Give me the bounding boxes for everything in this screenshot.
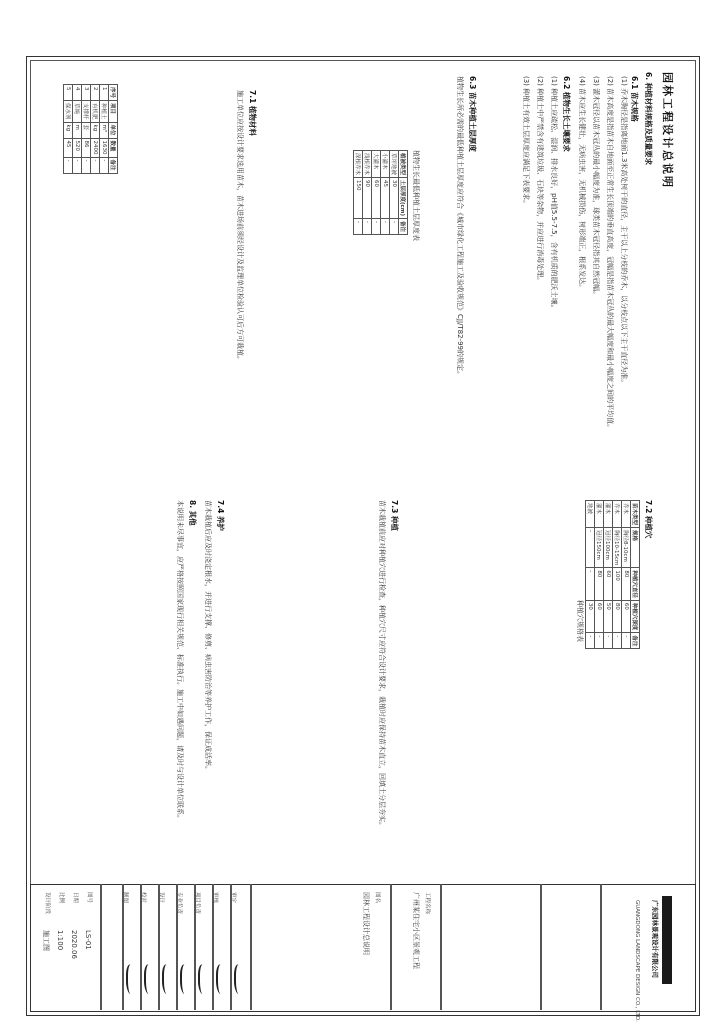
table-cell: kg [91, 122, 100, 138]
role-row-divider [158, 884, 160, 1010]
tableB-header-cell: 备注 [631, 633, 640, 649]
tableA-header-cell: 备注 [399, 219, 408, 235]
table-cell: 浅根乔木 [363, 151, 372, 178]
para-61c: (3) 灌木冠径以苗木冠丛的最小幅度为准，球类苗木冠径指其自然冠幅。 [592, 76, 600, 299]
tableA-header-row [399, 151, 408, 235]
table-cell: m [73, 122, 82, 138]
table-cell: 1 [100, 85, 109, 101]
table-cell: 胸径10-15cm [613, 528, 622, 568]
company-logo-icon [662, 896, 672, 984]
tableC-header-cell: 单位 [109, 122, 118, 138]
table-cell: 90 [363, 178, 372, 219]
stage: 施工图 [42, 930, 50, 951]
table-cell: 30 [586, 600, 595, 633]
table-cell: - [82, 157, 91, 173]
table-cell: 80 [622, 568, 631, 601]
tableB-header-row [631, 501, 640, 649]
table-cell: 1630 [100, 138, 109, 157]
company-name-en: GUANGDONG LANDSCAPE DESIGN CO., LTD. [634, 900, 640, 1022]
table-cell: 30 [390, 178, 399, 219]
table-cell: 80 [595, 568, 604, 601]
table-row [100, 85, 109, 174]
table-cell: - [622, 633, 631, 649]
drawing-no: LS-01 [84, 930, 92, 950]
drawing-no-label: 图号 [86, 892, 92, 904]
role-label: 审核 [212, 892, 218, 904]
tb-divider-2 [540, 884, 542, 1010]
para-61b: (2) 苗木高度是指苗木自地面至正常生长顶端的垂直高度，冠幅是指苗木冠丛的最大幅度和最小幅度之间的平均值。 [606, 76, 614, 432]
table-cell: 520 [73, 138, 82, 157]
tableB-header-cell: 种植穴直径 [631, 568, 640, 601]
section-72-heading: 7.2 种植穴 [644, 500, 653, 539]
section-71-heading: 7.1 植物材料 [248, 90, 257, 136]
table-cell: 冠径100cm [604, 528, 613, 568]
section-8-heading: 8. 其他 [188, 500, 197, 526]
role-row-divider [176, 884, 178, 1010]
table-cell: - [390, 219, 399, 235]
table-cell: - [586, 633, 595, 649]
table-cell: 3 [82, 85, 91, 101]
tableB-header-cell: 种植穴深度 [631, 600, 640, 633]
table-cell: 60 [622, 600, 631, 633]
section-73-heading: 7.3 种植 [390, 500, 399, 531]
table-cell: 深根乔木 [354, 151, 363, 178]
table-cell: 80 [613, 600, 622, 633]
table-row [73, 85, 82, 174]
table-cell: 150 [354, 178, 363, 219]
stage-label: 设计阶段 [44, 892, 50, 915]
section-74-heading: 7.4 养护 [216, 500, 225, 531]
table-cell: 小灌木 [381, 151, 390, 178]
table-cell: - [381, 219, 390, 235]
section-63-heading: 6.3 苗木种植土层厚度 [468, 76, 477, 152]
section-6-heading: 6. 种植材料规格及质量要求 [644, 72, 653, 166]
table-cell: 60 [372, 178, 381, 219]
role-row-divider [140, 884, 142, 1010]
table-row [613, 501, 622, 649]
table-cell: 60 [604, 568, 613, 601]
tableC-header-row [109, 85, 118, 174]
table-row [595, 501, 604, 649]
table-cell: 2 [91, 85, 100, 101]
table-cell: 地被 [586, 501, 595, 528]
table-row [390, 151, 399, 235]
role-label: 项目负责 [194, 892, 200, 915]
table-cell: 乔木 [622, 501, 631, 528]
table-cell: 支撑杆 [82, 101, 91, 123]
tableC-header-cell: 数量 [109, 138, 118, 157]
table-cell: 胸径8-10cm [622, 528, 631, 568]
tb-divider-1 [600, 884, 602, 1010]
table-cell: 灌木 [604, 501, 613, 528]
table-cell: 大灌木 [372, 151, 381, 178]
role-row-divider [122, 884, 124, 1010]
drawing-label: 图名 [374, 892, 380, 904]
doc-title: 园林工程设计总说明 [661, 72, 674, 189]
table-cell: - [363, 219, 372, 235]
para-73: 苗木栽植前应对种植穴进行检查，种植穴尺寸应符合设计要求，栽植时应保持苗木直立，回填土分层夯实。 [378, 500, 386, 829]
table-row [586, 501, 595, 649]
table-cell: - [100, 157, 109, 173]
table-row [622, 501, 631, 649]
table-cell: 草坪地被 [390, 151, 399, 178]
para-62b: (2) 种植土中严禁含有建筑垃圾、石块等杂物，并应进行消毒处理。 [536, 76, 544, 285]
tableC-header-cell: 序号 [109, 85, 118, 101]
table-cell: 60 [595, 600, 604, 633]
role-row-divider [230, 884, 232, 1010]
role-label: 制图 [122, 892, 128, 904]
table-cell: 86 [82, 138, 91, 157]
table-row [372, 151, 381, 235]
table-cell: m³ [100, 122, 109, 138]
role-label: 专业负责 [176, 892, 182, 915]
para-62a: (1) 种植土应疏松、湿润、排水良好，pH值5.5-7.5，含有机质的肥沃土壤。 [550, 76, 558, 312]
table-cell: - [586, 528, 595, 568]
tb-divider-6 [100, 884, 102, 1010]
drawing-name: 园林工程设计总说明 [362, 892, 370, 955]
table-cell: - [613, 633, 622, 649]
table-row [354, 151, 363, 235]
tb-divider-4 [390, 884, 392, 1010]
table-cell: - [372, 219, 381, 235]
table-row [64, 85, 73, 174]
company-name: 广东园林景观设计有限公司 [651, 900, 659, 978]
para-63: 植物生长所必需的最低种植土层厚度应符合《城市绿化工程施工及验收规范》CJJ/T82-99的规定。 [456, 76, 464, 378]
table-cell: 5 [64, 85, 73, 101]
project-label: 工程名称 [424, 892, 430, 915]
role-label: 审定 [230, 892, 236, 904]
role-label: 校对 [140, 892, 146, 904]
table-a-title: 植物生长最低种植土层厚度表 [412, 150, 420, 241]
table-cell: 50 [604, 600, 613, 633]
table-cell: 2400 [91, 138, 100, 157]
table-cell: - [73, 157, 82, 173]
tableC-header-cell: 项目 [109, 101, 118, 123]
table-cell: 乔木 [613, 501, 622, 528]
table-b [585, 500, 640, 649]
table-cell: - [354, 219, 363, 235]
table-cell: 100 [613, 568, 622, 601]
table-cell: 冠径150cm [595, 528, 604, 568]
table-cell: kg [64, 122, 73, 138]
table-c [63, 84, 118, 174]
table-cell: 保水剂 [64, 101, 73, 123]
tableA-header-cell: 植被类型 [399, 151, 408, 178]
para-8: 本说明未尽事宜，应严格按照国家现行相关规范、标准执行。施工中如遇问题，请及时与设计单位联系。 [176, 500, 184, 822]
table-cell: 灌木 [595, 501, 604, 528]
tableC-header-cell: 备注 [109, 157, 118, 173]
tableA-header-cell: 土层厚度(cm) [399, 178, 408, 219]
table-cell: 套 [82, 122, 91, 138]
table-cell: 草绳 [73, 101, 82, 123]
table-b-title: 种植穴规格表 [576, 600, 584, 642]
table-row [82, 85, 91, 174]
tableB-header-cell: 规格 [631, 528, 640, 568]
table-cell: - [586, 568, 595, 601]
section-61-heading: 6.1 苗木规格 [630, 76, 639, 122]
role-row-divider [212, 884, 214, 1010]
date: 2020.06 [70, 930, 78, 959]
para-61a: (1) 乔木胸径是指离地面1.3米高处树干的直径，主干以上分枝的乔木，以分枝点以下主干直径为准。 [620, 76, 628, 387]
table-cell: 4 [73, 85, 82, 101]
tb-divider-3 [440, 884, 442, 1010]
section-62-heading: 6.2 植物生长土壤要求 [562, 76, 571, 152]
table-cell: - [604, 633, 613, 649]
project-name: 广州某住宅小区景观工程 [412, 892, 420, 969]
tb-divider-5 [250, 884, 252, 1010]
scale-label: 比例 [58, 892, 64, 904]
role-label: 设计 [158, 892, 164, 904]
para-74: 苗木栽植后应及时浇定根水，并进行支撑、修剪、病虫害防治等养护工作，保证成活率。 [204, 500, 212, 773]
date-label: 日期 [72, 892, 78, 904]
scale: 1:100 [56, 930, 64, 951]
table-cell: - [91, 157, 100, 173]
role-row-divider [194, 884, 196, 1010]
para-62c: (3) 种植土有效土层厚度应满足下表要求。 [522, 76, 530, 208]
table-cell: - [64, 157, 73, 173]
table-row [381, 151, 390, 235]
table-row [91, 85, 100, 174]
tableB-header-cell: 苗木类型 [631, 501, 640, 528]
table-cell: - [595, 633, 604, 649]
table-row [363, 151, 372, 235]
table-row [604, 501, 613, 649]
para-61d: (4) 苗木应生长健壮，无病虫害，无机械损伤，树形端正，根系发达。 [578, 76, 586, 292]
table-cell: 45 [381, 178, 390, 219]
table-cell: 有机肥 [91, 101, 100, 123]
para-71: 施工单位应按设计要求选用苗木，苗木进场前须经设计及监理单位检验认可后方可栽植。 [236, 90, 244, 363]
table-a [353, 150, 408, 235]
table-cell: 种植土 [100, 101, 109, 123]
table-cell: 45 [64, 138, 73, 157]
